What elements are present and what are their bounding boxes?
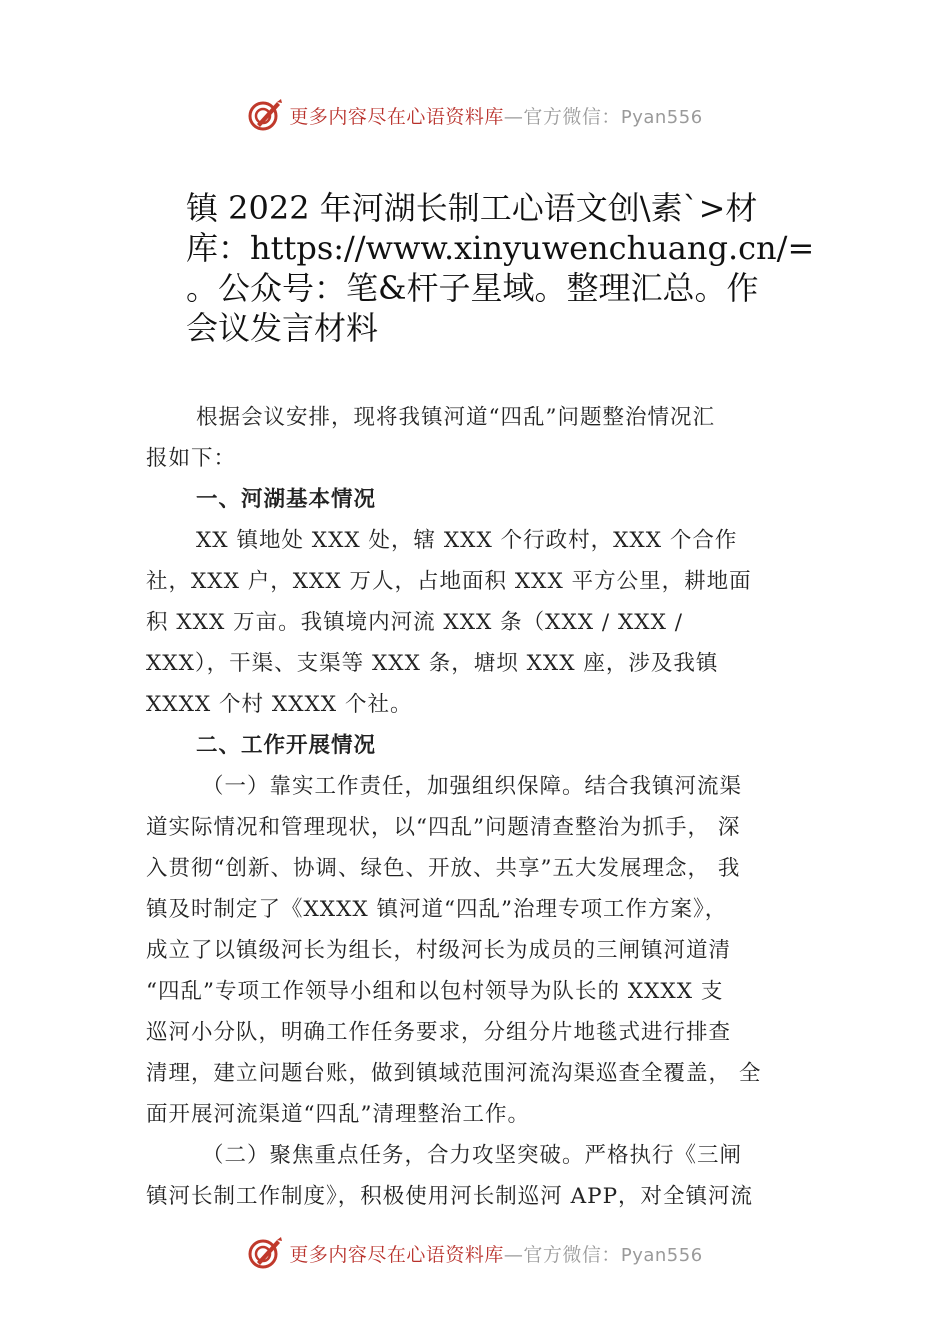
paragraph-line: （二）聚焦重点任务，合力攻坚突破。严格执行《三闸 [202,1143,743,1168]
paragraph-line: 面开展河流渠道“四乱”清理整治工作。 [146,1102,530,1127]
document-body [146,397,818,1217]
title-line: 会议发言材料 [186,309,379,347]
paragraph-line: 社，XXX 户，XXX 万人，占地面积 XXX 平方公里，耕地面 [146,569,752,594]
paragraph-line: 根据会议安排，现将我镇河道“四乱”问题整治情况汇 [196,405,715,430]
title-line: 。公众号：笔&杆子星域。整理汇总。作 [186,269,759,307]
paragraph-line: 成立了以镇级河长为组长，村级河长为成员的三闸镇河道清 [146,938,732,963]
paragraph-line: 巡河小分队，明确工作任务要求，分组分片地毯式进行排查 [146,1020,732,1045]
pen-logo-icon [247,97,283,133]
section-heading: 一、河湖基本情况 [196,487,377,512]
paragraph-line: 清理，建立问题台账，做到镇域范围河流沟渠巡查全覆盖， 全 [146,1061,762,1086]
title-line: 镇 2022 年河湖长制工心语文创\素`>材 [186,189,758,227]
paragraph-line: 积 XXX 万亩。我镇境内河流 XXX 条（XXX / XXX / [146,610,684,635]
paragraph-line: 道实际情况和管理现状，以“四乱”问题清查整治为抓手， 深 [146,815,741,840]
paragraph-line: 报如下： [146,446,237,471]
paragraph-line: 入贯彻“创新、协调、绿色、开放、共享”五大发展理念， 我 [146,856,741,881]
paragraph-line: XXXX 个村 XXXX 个社。 [146,692,413,717]
banner-text: 更多内容尽在心语资料库—官方微信：Pyan556 [289,1243,703,1266]
paragraph-line: 镇及时制定了《XXXX 镇河道“四乱”治理专项工作方案》， [146,897,728,922]
header-banner [0,95,950,135]
title-line: 库：https://www.xinyuwenchuang.cn/= [186,229,815,267]
footer-banner [0,1233,950,1273]
document-title [186,188,816,348]
paragraph-line: XXX），干渠、支渠等 XXX 条，塘坝 XXX 座，涉及我镇 [146,651,719,676]
paragraph-line: 镇河长制工作制度》，积极使用河长制巡河 APP，对全镇河流 [146,1184,754,1209]
pen-logo-icon [247,1235,283,1271]
banner-text: 更多内容尽在心语资料库—官方微信：Pyan556 [289,105,703,128]
paragraph-line: XX 镇地处 XXX 处，辖 XXX 个行政村，XXX 个合作 [196,528,738,553]
paragraph-line: “四乱”专项工作领导小组和以包村领导为队长的 XXXX 支 [146,979,724,1004]
paragraph-line: （一）靠实工作责任，加强组织保障。结合我镇河流渠 [202,774,743,799]
section-heading: 二、工作开展情况 [196,733,377,758]
